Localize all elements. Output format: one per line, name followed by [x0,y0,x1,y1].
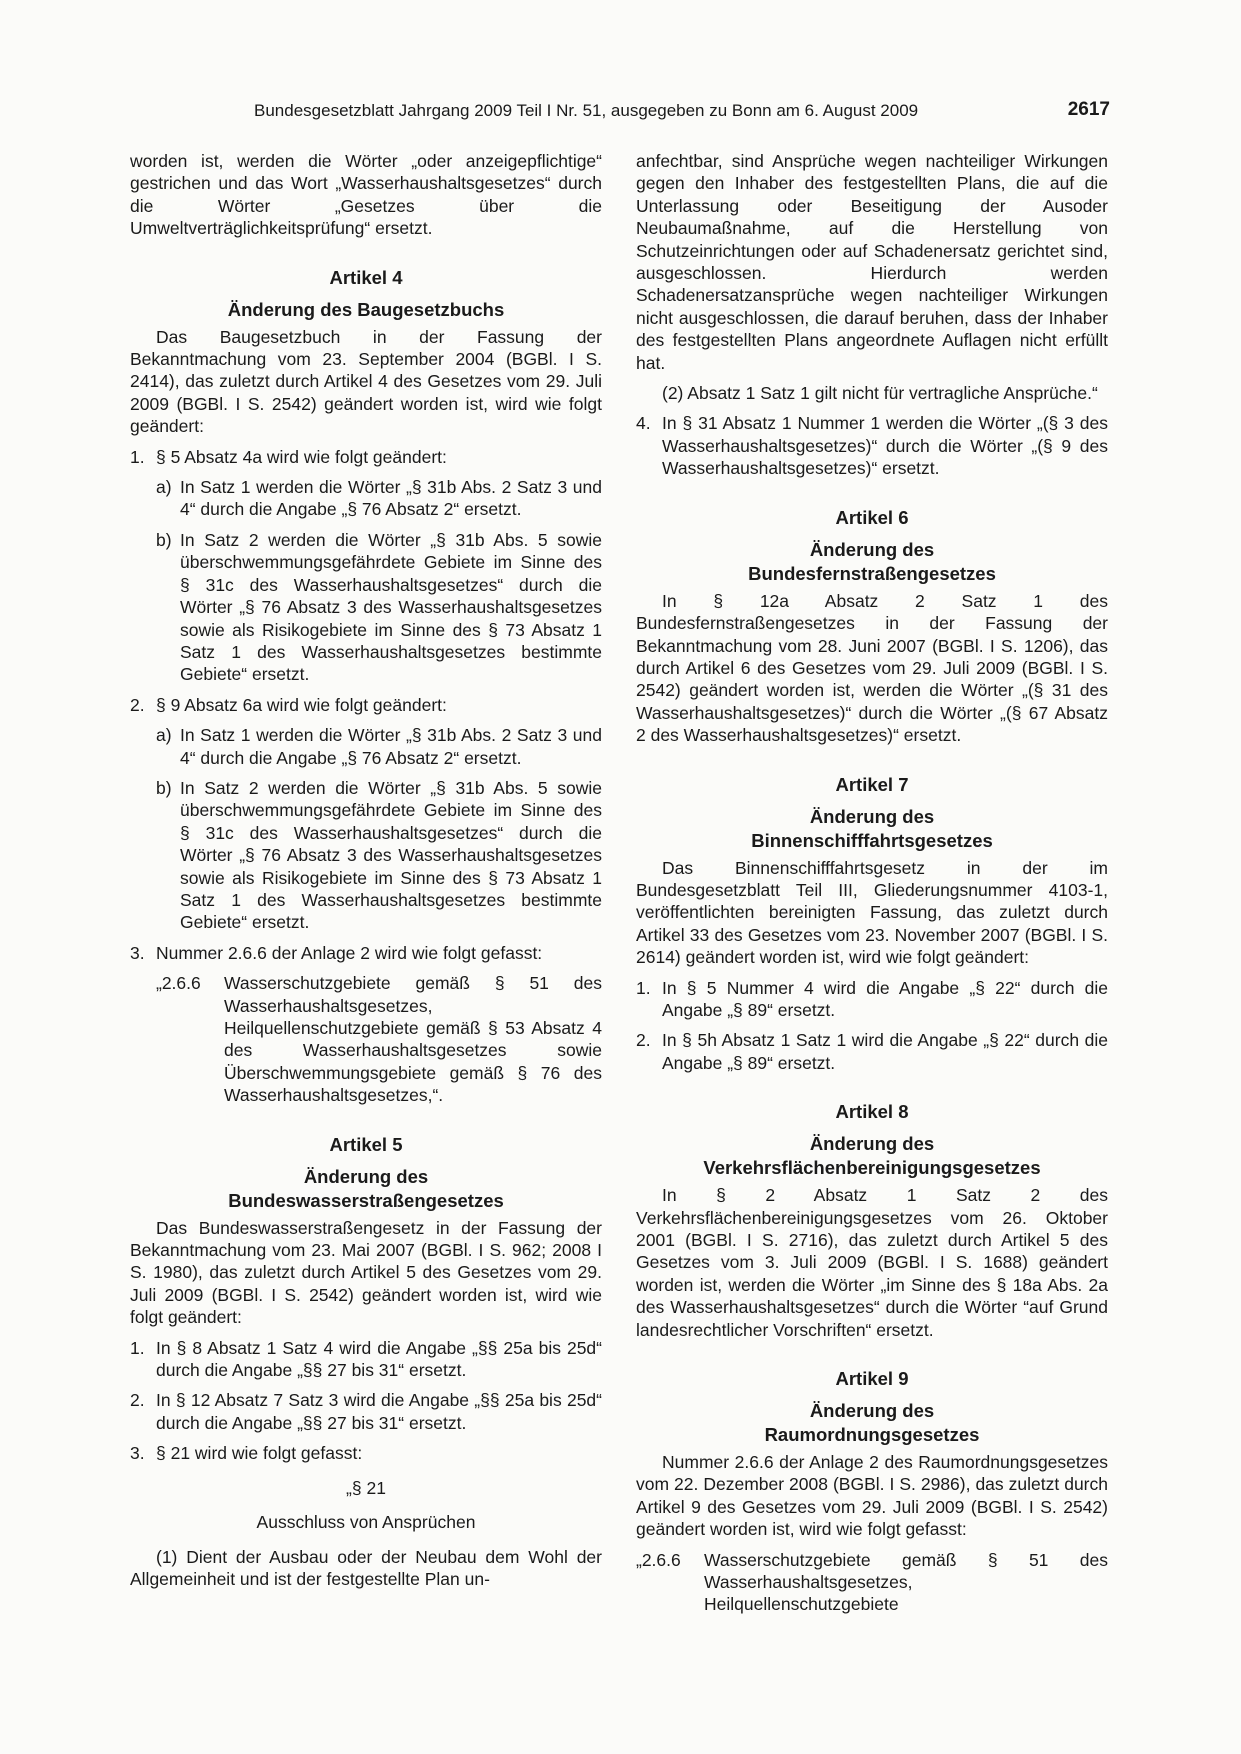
article-7-title: Änderung des Binnenschifffahrtsgesetzes [751,805,993,851]
section-number: „§ 21 [346,1477,386,1498]
left-column [130,150,602,1590]
article-5-heading: Artikel 5 [329,1133,403,1155]
list-item: 2. § 9 Absatz 6a wird wie folgt geändert: [130,694,447,715]
article-9-heading: Artikel 9 [835,1368,909,1390]
running-title: Bundesgesetzblatt Jahrgang 2009 Teil I Nr. 51, ausgegeben zu Bonn am 6. August 2009 [254,101,919,120]
article-8-title: Änderung des Verkehrsflächenbereinigungsgesetzes [703,1133,1041,1179]
list-subitem: b) In Satz 2 werden die Wörter „§ 31b Abs. 5 sowie überschwemmungsgefährdete Gebiete im Sinne des § 31c des Wasserhaushaltsgesetzes“ durch die Wörter „§ 76 Absatz 3 des Wasserhaushaltsgesetzes sowie als Risikogebiete im Sinne des § 73 Absatz 1 Satz 1 des Wasserhaushaltsgesetzes bestimmte Gebiete“ ersetzt. [156,529,602,685]
list-item: 2. In § 5h Absatz 1 Satz 1 wird die Angabe „§ 22“ durch die Angabe „§ 89“ ersetzt. [636,1030,1108,1073]
list-item: 3. Nummer 2.6.6 der Anlage 2 wird wie folgt gefasst: [130,942,543,963]
article-9-title: Änderung des Raumordnungsgesetzes [764,1400,980,1446]
article-4-title: Änderung des Baugesetzbuchs [227,298,505,320]
list-item: 3. § 21 wird wie folgt gefasst: [130,1443,363,1464]
article-4-lead: Das Baugesetzbuch in der Fassung der Bekanntmachung vom 23. September 2004 (BGBl. I S. 2414), das zuletzt durch Artikel 4 des Gesetzes vom 29. Juli 2009 (BGBl. I S. 2542) geändert worden ist, wird wie folgt geändert: [130,326,602,437]
article-6-text: In § 12a Absatz 2 Satz 1 des Bundesfernstraßengesetzes in der Fassung der Bekanntmachung vom 28. Juni 2007 (BGBl. I S. 1206), das durch Artikel 6 des Gesetzes vom 29. Juli 2009 (BGBl. I S. 2542) geändert worden ist, werden die Wörter „(§ 31 des Wasserhaushaltsgesetzes)“ durch die Wörter „(§ 67 Absatz 2 des Wasserhaushaltsgesetzes)“ ersetzt. [636,590,1108,746]
quoted-provision: „2.6.6 Wasserschutzgebiete gemäß § 51 des Wasserhaushaltsgesetzes, Heilquellenschutzgebiete [636,1549,1108,1615]
article-9-lead: Nummer 2.6.6 der Anlage 2 des Raumordnungsgesetzes vom 22. Dezember 2008 (BGBl. I S. 2986), das zuletzt durch Artikel 9 des Gesetzes vom 29. Juli 2009 (BGBl. I S. 2542) geändert worden ist, wird wie folgt gefasst: [636,1452,1108,1540]
article-4-heading: Artikel 4 [329,266,403,288]
list-subitem: b) In Satz 2 werden die Wörter „§ 31b Abs. 5 sowie überschwemmungsgefährdete Gebiete im Sinne des § 31c des Wasserhaushaltsgesetzes“ durch die Wörter „§ 76 Absatz 3 des Wasserhaushaltsgesetzes sowie als Risikogebiete im Sinne des § 73 Absatz 1 Satz 1 des Wasserhaushaltsgesetzes bestimmte Gebiete“ ersetzt. [156,777,602,933]
section-title: Ausschluss von Ansprüchen [256,1512,476,1533]
quoted-provision: „2.6.6 Wasserschutzgebiete gemäß § 51 des Wasserhaushaltsgesetzes, Heilquellenschutzgebiete gemäß § 53 Absatz 4 des Wasserhaushaltsgesetzes sowie Überschwemmungsgebiete gemäß § 76 des Wasserhaushaltsgesetzes,“. [156,973,602,1106]
page-number: 2617 [1067,99,1110,120]
paragraph-1: (1) Dient der Ausbau oder der Neubau dem Wohl der Allgemeinheit und ist der festgestellte Plan un- [130,1546,602,1589]
article-6-title: Änderung des Bundesfernstraßengesetzes [748,538,996,584]
list-item: 2. In § 12 Absatz 7 Satz 3 wird die Angabe „§§ 25a bis 25d“ durch die Angabe „§§ 27 bis 31“ ersetzt. [130,1390,602,1433]
list-item: 1. § 5 Absatz 4a wird wie folgt geändert: [130,446,447,467]
article-5-title: Änderung des Bundeswasserstraßengesetzes [228,1165,504,1211]
article-7-heading: Artikel 7 [835,773,909,795]
list-subitem: a) In Satz 1 werden die Wörter „§ 31b Abs. 2 Satz 3 und 4“ durch die Angabe „§ 76 Absatz 2“ ersetzt. [156,725,602,768]
continued-paragraph: anfechtbar, sind Ansprüche wegen nachteiliger Wirkungen gegen den Inhaber des festgestellten Plans, die auf die Unterlassung oder Beseitigung der Ausoder Neubaumaßnahme, auf die Herstellung von Schutzeinrichtungen oder auf Schadenersatz gerichtet sind, ausgeschlossen. Hierdurch werden Schadenersatzansprüche wegen nachteiliger Wirkungen nicht ausgeschlossen, die darauf beruhen, dass der Inhaber des festgestellten Plans angeordnete Auflagen nicht erfüllt hat. [636,151,1108,373]
paragraph-2: (2) Absatz 1 Satz 1 gilt nicht für vertragliche Ansprüche.“ [662,383,1098,404]
continued-paragraph: worden ist, werden die Wörter „oder anzeigepflichtige“ gestrichen und das Wort „Wasserhaushaltsgesetzes“ durch die Wörter „Gesetzes über die Umweltverträglichkeitsprüfung“ ersetzt. [130,151,602,239]
article-5-lead: Das Bundeswasserstraßengesetz in der Fassung der Bekanntmachung vom 23. Mai 2007 (BGBl. I S. 962; 2008 I S. 1980), das zuletzt durch Artikel 5 des Gesetzes vom 29. Juli 2009 (BGBl. I S. 2542) geändert worden ist, wird wie folgt geändert: [130,1217,602,1328]
article-8-heading: Artikel 8 [835,1101,909,1123]
article-6-heading: Artikel 6 [835,506,909,528]
list-item: 1. In § 8 Absatz 1 Satz 4 wird die Angabe „§§ 25a bis 25d“ durch die Angabe „§§ 27 bis 31“ ersetzt. [130,1337,602,1381]
list-item: 4. In § 31 Absatz 1 Nummer 1 werden die Wörter „(§ 3 des Wasserhaushaltsgesetzes)“ durch die Wörter „(§ 9 des Wasserhaushaltsgesetzes)“ ersetzt. [636,413,1108,479]
right-column [636,150,1108,1616]
list-subitem: a) In Satz 1 werden die Wörter „§ 31b Abs. 2 Satz 3 und 4“ durch die Angabe „§ 76 Absatz 2“ ersetzt. [156,477,602,520]
article-8-text: In § 2 Absatz 1 Satz 2 des Verkehrsflächenbereinigungsgesetzes vom 26. Oktober 2001 (BGBl. I S. 2716), das zuletzt durch Artikel 5 des Gesetzes vom 3. Juli 2009 (BGBl. I S. 1688) geändert worden ist, werden die Wörter „im Sinne des § 18a Abs. 2a des Wasserhaushaltsgesetzes“ durch die Wörter “auf Grund landesrechtlicher Vorschriften“ ersetzt. [636,1185,1108,1340]
article-7-lead: Das Binnenschifffahrtsgesetz in der im Bundesgesetzblatt Teil III, Gliederungsnummer 4103-1, veröffentlichten bereinigten Fassung, das zuletzt durch Artikel 33 des Gesetzes vom 23. November 2007 (BGBl. I S. 2614) geändert worden ist, wird wie folgt geändert: [636,857,1108,968]
list-item: 1. In § 5 Nummer 4 wird die Angabe „§ 22“ durch die Angabe „§ 89“ ersetzt. [636,977,1108,1020]
